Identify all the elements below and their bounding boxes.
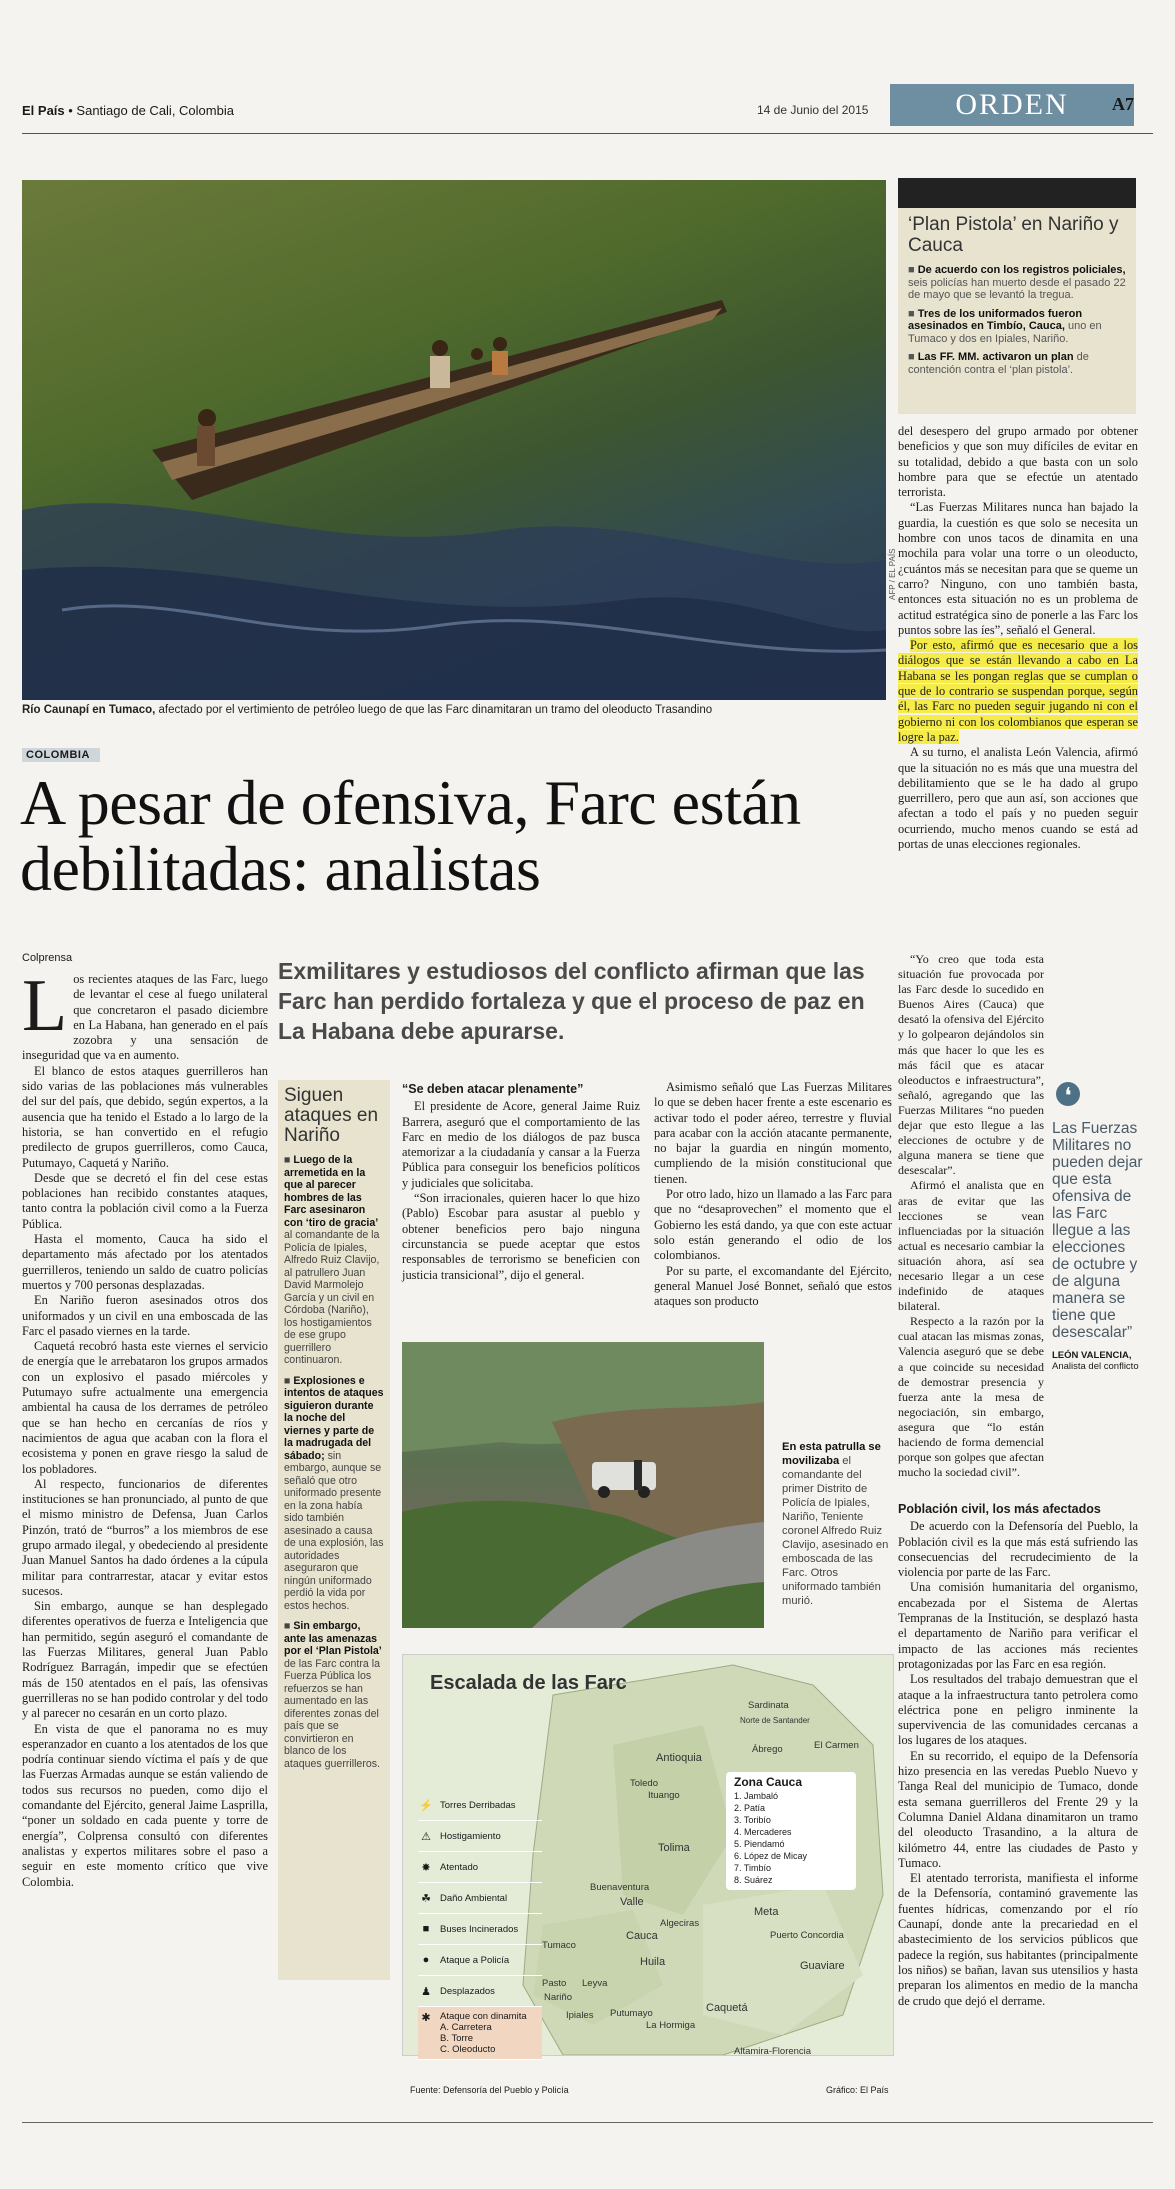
legend-item: ⚡ Torres Derribadas [418, 1790, 542, 1821]
legend-item: ✸ Atentado [418, 1852, 542, 1883]
map-legend [418, 1790, 542, 2060]
sidebar-item: ■ De acuerdo con los registros policiales, seis policías han muerto desde el pasado 22 de mayo que se levantó la tregua. [908, 264, 1126, 301]
map-place: Antioquia [656, 1752, 702, 1764]
displaced-icon: ♟ [421, 1985, 431, 1998]
map-place: Huila [640, 1956, 666, 1968]
sidebar-plan-pistola [898, 178, 1136, 414]
sidebar-item: ■ Explosiones e intentos de ataques siguieron durante la noche del viernes y parte de la madrugada del sábado; sin embargo, aunque se señaló que otro uniformado presente en la zona había sido también asesinado a causa de una explosión, las autoridades aseguraron que ningún uniformado perdió la vida por estos hechos. [284, 1374, 384, 1612]
sidebar-title: Siguen ataques en Nariño [284, 1085, 379, 1146]
paragraph: Los resultados del trabajo demuestran que el ataque a la infraestructura tanto petrolera como eléctrica pone en peligro inminente la supervivencia de las comunidades cercanas a los lugares de los ataques. [898, 1672, 1138, 1748]
headline: A pesar de ofensiva, Farc están debilitadas: analistas [20, 767, 801, 904]
subheading: Población civil, los más afectados [898, 1502, 1101, 1516]
footer-rule [22, 2122, 1153, 2123]
map-place: Caquetá [706, 2002, 748, 2014]
section-kicker: COLOMBIA [22, 748, 100, 762]
subheading: “Se deben atacar plenamente” [402, 1082, 584, 1096]
quote-icon: ❛ [1056, 1082, 1080, 1106]
paragraph: En vista de que el panorama no es muy esperanzador en cuanto a los atentados de los que podría continuar siendo víctima el país y de que las Fuerzas Armadas aunque se están valiendo de todos sus recursos no pueden, como dijo el comandante del Ejército, general Jaime Lasprilla, “poner un soldado en cada puente y torre de energía”, Colprensa consultó con diferentes analistas y expertos militares sobre el paso a seguir en este momento crítico que vive Colombia. [22, 1721, 268, 1889]
warning-icon: ⚠ [421, 1830, 431, 1843]
section-tab: ORDEN [890, 84, 1134, 126]
main-photo-caption: Río Caunapí en Tumaco, afectado por el vertimiento de petróleo luego de que las Farc dinamitaran un tramo del oleoducto Trasandino [22, 704, 713, 716]
map-place: Cauca [626, 1930, 658, 1942]
column-5-narrow [898, 952, 1044, 1480]
tower-icon: ⚡ [419, 1799, 433, 1812]
sidebar-item: ■ Las FF. MM. activaron un plan de contención contra el ‘plan pistola’. [908, 351, 1089, 376]
map-place: Leyva [582, 1978, 608, 1989]
header-rule [22, 133, 1153, 134]
paragraph: El atentado terrorista, manifiesta el informe de la Defensoría, contaminó gravemente las fuentes hídricas, comenzando por el río Caunapí, donde ante la precariedad en el abastecimiento de los servicios públicos que padece la región, sus habitantes (principalmente los niños) se bañan, lavan sus utensilios y hasta preparan los alimentos en medio de la mancha de crudo que dejó el derrame. [898, 1871, 1138, 2008]
patrol-photo-caption: En esta patrulla se movilizaba el comandante del primer Distrito de Policía de Ipiales, Nariño, Teniente coronel Alfredo Ruiz Clavijo, asesinado en emboscada de las Farc. Otros uniformado también murió. [782, 1441, 889, 1607]
patrol-car-photo [402, 1342, 764, 1628]
paragraph: En su recorrido, el equipo de la Defensoría hizo presencia en las veredas Pueblo Nuevo y Tanga Real del municipio de Tumaco, donde esta semana guerrilleros del Frente 29 y la Columna Daniel Aldana dinamitaron un tramo del oleoducto Trasandino, a la altura de kilómetro 44, entre las ciudades de Pasto y Tumaco. [898, 1748, 1138, 1870]
paragraph: Caquetá recobró hasta este viernes el servicio de energía que le arrebataron los grupos armados con un explosivo el pasado miércoles y Putumayo sufre actualmente una emergencia ambiental ha causa de los derrames de petróleo que se han hecho en cercanías de ríos y nacimientos de agua que acaban con la flora el ecosistema y ponen en grave riesgo la salud de los pobladores. [22, 1339, 268, 1476]
paragraph: “Las Fuerzas Militares nunca han bajado la guardia, la cuestión es que solo se necesita un hombre con unos tacos de dinamita en una mochila para volar una torre o un oleoducto, ¿cuántos más se necesitan para que se queme un carro? Ninguno, con uno también basta, entonces esta situación no es un problema de actitud estratégica sino de ponerle a las Farc los puntos sobre las íes”, señaló el General. [898, 500, 1138, 637]
sidebar-title: ‘Plan Pistola’ en Nariño y Cauca [908, 214, 1119, 256]
legend-item: ● Ataque a Policía [418, 1945, 542, 1976]
map-place: Pasto [542, 1978, 567, 1989]
paragraph: Hasta el momento, Cauca ha sido el departamento más afectado por los atentados guerrilleros, teniendo un saldo de cuatro policías muertos y 700 personas desplazadas. [22, 1232, 268, 1292]
sidebar-item: ■ Sin embargo, ante las amenazas por el ‘Plan Pistola’ de las Farc contra la Fuerza Pública los refuerzos se han aumentado en las diferentes zonas del país que se convirtieron en blanco de los ataques guerrilleros. [284, 1620, 382, 1770]
column-5-lower [898, 1500, 1138, 2009]
zona-cauca-box: Zona Cauca 1. Jambaló 2. Patía 3. Toribío 4. Mercaderes 5. Piendamó 6. López de Micay 7. Timbío 8. Suárez [726, 1772, 856, 1890]
sidebar-header-bar [898, 178, 1136, 208]
map-place: Altamira-Florencia [734, 2046, 812, 2057]
photo-credit: AFP / EL PAÍS [888, 548, 897, 600]
subheadline: Exmilitares y estudiosos del conflicto afirman que las Farc han perdido fortaleza y que el proceso de paz en La Habana debe apurarse. [278, 958, 865, 1044]
paragraph: Una comisión humanitaria del organismo, encabezada por el Sistema de Alertas Tempranas de la Institución, se desplazó hasta el departamento de Nariño para verificar el impacto de las acciones más recientes protagonizadas por las Farc en esa región. [898, 1580, 1138, 1671]
paragraph: A su turno, el analista León Valencia, afirmó que la situación no es más que una muestra del debilitamiento que se le ha dado al grupo guerrillero, pero que aun así, son acciones que afectan a todo el país y no pueden seguir ocurriendo, mucho menos cuando se está ad portas de unas elecciones regionales. [898, 745, 1138, 852]
map-place: Tolima [658, 1842, 690, 1854]
zone-title: Zona Cauca [734, 1775, 803, 1789]
masthead: El País • Santiago de Cali, Colombia [22, 103, 234, 118]
quote-attribution: LEÓN VALENCIA, Analista del conflicto [1052, 1350, 1139, 1372]
paragraph-highlighted: Por esto, afirmó que es necesario que a los diálogos que se están llevando a cabo en La Habana se les pongan reglas que se cumplan o que de lo contrario se suspendan porque, según él, las Farc no pueden seguir jugando ni con el gobierno ni con los colombianos que esperan se logre la paz. [898, 638, 1138, 744]
paragraph: El presidente de Acore, general Jaime Ruiz Barrera, aseguró que el comportamiento de las Farc en medio de los diálogos de paz busca atemorizar a la ciudadanía y cansar a la Fuerza Pública para conseguir los beneficios políticos y judiciales que solicitaba. [402, 1099, 640, 1190]
map-place: El Carmen [814, 1740, 859, 1751]
map-place: Norte de Santander [740, 1716, 810, 1725]
sidebar-item: ■ Tres de los uniformados fueron asesinados en Timbío, Cauca, uno en Tumaco y dos en Ipiales, Nariño. [908, 307, 1102, 345]
map-place: Ituango [648, 1790, 680, 1801]
main-photo-river-canoe [22, 180, 886, 700]
paragraph: del desespero del grupo armado por obtener beneficios y que son muy difíciles de evitar en su totalidad, debido a que basta con un solo hombre para que se efectúe un atentado terrorista. [898, 424, 1138, 500]
map-place: Ipiales [566, 2010, 594, 2021]
byline: Colprensa [22, 952, 73, 964]
police-icon: ● [422, 1954, 430, 1966]
map-source: Fuente: Defensoría del Pueblo y Policía [410, 2085, 569, 2095]
map-place: Ábrego [752, 1744, 783, 1755]
map-place: Nariño [544, 1992, 572, 2003]
legend-item: ⚠ Hostigamiento [418, 1821, 542, 1852]
map-place: Guaviare [800, 1960, 845, 1972]
column-3 [402, 1080, 640, 1283]
legend-item: ■ Buses Incinerados [418, 1914, 542, 1945]
paragraph: Desde que se decretó el fin del cese estas poblaciones han recibido constantes ataques, tanto contra la población civil como a la Fuerza Pública. [22, 1170, 268, 1231]
legend-item: ☘ Daño Ambiental [418, 1883, 542, 1914]
legend-item: ✱ Ataque con dinamita A. Carretera B. Torre C. Oleoducto [418, 2007, 542, 2060]
paragraph: Por otro lado, hizo un llamado a las Farc para que no “desaprovechen” el momento que el Gobierno les está dando, ya que con este actuar solo están generando el odio de los colombianos. [654, 1187, 892, 1263]
drop-cap: L [22, 965, 68, 1047]
blast-icon: ✸ [421, 1861, 431, 1874]
map-place: Tumaco [542, 1940, 576, 1951]
page-number: A7 [1112, 94, 1134, 114]
dynamite-icon: ✱ [421, 2012, 431, 2024]
map-place: Valle [620, 1896, 644, 1908]
paragraph: Afirmó el analista que en aras de evitar que las lecciones se vean influenciadas por la situación actual es necesario cambiar la situación ahora, así sea necesario llegar a un cese indefinido de ataques bilateral. [898, 1178, 1044, 1314]
map-graphic-credit: Gráfico: El País [826, 2085, 889, 2095]
map-place: Putumayo [610, 2008, 653, 2019]
map-place: Sardinata [748, 1700, 789, 1711]
paragraph: Asimismo señaló que Las Fuerzas Militares lo que se deben hacer frente a este escenario es activar todo el poder aéreo, terrestre y fluvial para acabar con la acción atacante permanente, no bajar la guardia en ningún momento, cumpliendo de la misión constitucional que tienen. [654, 1080, 892, 1186]
sidebar-item: ■ Luego de la arremetida en la que al parecer hombres de las Farc asesinaron con ‘tiro de gracia’ al comandante de la Policía de Ipiales, Alfredo Ruiz Clavijo, al patrullero Juan David Marmolejo García y un civil en Córdoba (Nariño), los hostigamientos de ese grupo guerrillero continuaron. [284, 1154, 380, 1366]
environment-icon: ☘ [421, 1892, 431, 1905]
column-1: Los recientes ataques de las Farc, luego de levantar el cese al fuego unilateral que concretaron el pasado diciembre en La Habana, han generado en el país zozobra y una sensación de inseguridad que va en aumento. El blanco de estos ataques guerrilleros han sido varias de las poblaciones más vulnerables del sur del país, que debido, según expertos, a la ausencia que ha tenido el Estado a lo largo de la historia, se han convertido en el refugio predilecto de grupos guerrilleros, como Cauca, Putumayo, Caquetá y Nariño. Desde que se decretó el fin del cese estas poblaciones han recibido constantes ataques, tanto contra la población civil como a la Fuerza Pública. Hasta el momento, Cauca ha sido el departamento más afectado por los atentados guerrilleros, teniendo un saldo de cuatro policías muertos y 700 personas desplazadas. En Nariño fueron asesinados otros dos uniformados y un civil en una emboscada de las Farc el pasado viernes en la tarde. Caquetá recobró hasta este viernes el servicio de energía que le arrebataron los grupos armados con un explosivo el pasado miércoles y Putumayo sufre actualmente una emergencia ambiental ha causa de los derrames de petróleo que se han hecho en cercanías de ríos y nacimientos de agua que acaban con la flora el ecosistema y ponen en grave riesgo la salud de los pobladores. Al respecto, funcionarios de diferentes instituciones se han pronunciado, al punto de que el mismo ministro de Defensa, Juan Carlos Pinzón, trató de “burros” a los miembros de ese grupo armado ilegal, y obedeciendo al presidente Juan Manuel Santos ha dado órdenes a la cúpula militar para contrarrestar, atacar y evitar estos sucesos. Sin embargo, aunque se han desplegado diferentes operativos de fuerza e Inteligencia que han permitido, según aseguró el comandante de las Fuerzas Militares, general Juan Pablo Rodríguez Barragán, impedir que se efectúen más de 150 atentados en el país, las ofensivas guerrilleras no se han podido controlar y del todo y al parecer no cesarán en un corto plazo. En vista de que el panorama no es muy esperanzador en cuanto a los atentados de los que podría continuar siendo víctima el país y de que las Fuerzas Armadas aunque se están valiendo de todos sus recursos no pueden, como dijo el comandante del Ejército, general Jaime Lasprilla, “poner un soldado en cada puente y torre de energía”, Colprensa consultó con diferentes analistas y expertos militares sobre el paso a seguir en este momento crítico que vive Colombia. [22, 965, 268, 1889]
sidebar-narino-attacks [278, 1080, 390, 1980]
map-place: Meta [754, 1906, 779, 1918]
map-place: Algeciras [660, 1918, 700, 1929]
paragraph: En Nariño fueron asesinados otros dos uniformados y un civil en una emboscada de las Farc el pasado viernes en la tarde. [22, 1293, 268, 1338]
paragraph: Por su parte, el excomandante del Ejército, general Manuel José Bonnet, señaló que estos ataques son producto [654, 1263, 892, 1309]
map-title: Escalada de las Farc [430, 1672, 627, 1694]
map-place: Toledo [630, 1778, 658, 1789]
column-5-upper [898, 424, 1138, 852]
bus-icon: ■ [422, 1923, 430, 1935]
paragraph: Respecto a la razón por la cual atacan las mismas zonas, Valencia aseguró que se debe a que coincide su necesidad de demostrar presencia y fuerza ante la mesa de negociación, sin embargo, asegura que “lo están haciendo de forma demencial porque son golpes que afectan mucho la sociedad civil”. [898, 1314, 1044, 1480]
map-place: Buenaventura [590, 1882, 650, 1893]
paragraph: “Yo creo que toda esta situación fue provocada por las Farc desde lo sucedido en Buenos Aires (Cauca) que desató la ofensiva del Ejército y lo golpearon dejándolos sin más que hacer lo que les es más fácil que es atacar oleoductos e infraestructura”, señaló, agregando que las Fuerzas Militares “no pueden dejar que esto llegue a las elecciones de octubre y de alguna manera se tiene que desescalar”. [898, 952, 1044, 1178]
column-4 [654, 1080, 892, 1309]
paragraph: “Son irracionales, quieren hacer lo que hizo (Pablo) Escobar para asustar al pueblo y obtener beneficios pero bajo ninguna circunstancia se puede aceptar que estos responsables de terrorismo se beneficien con justicia transicional”, dijo el general. [402, 1191, 640, 1282]
legend-item: ♟ Desplazados [418, 1976, 542, 2007]
paragraph: De acuerdo con la Defensoría del Pueblo, la Población civil es la que más está sufriendo las consecuencias del recrudecimiento de la violencia por parte de las Farc. [898, 1519, 1138, 1580]
paragraph: Al respecto, funcionarios de diferentes instituciones se han pronunciado, al punto de que el mismo ministro de Defensa, Juan Carlos Pinzón, trató de “burros” a los miembros de ese grupo armado ilegal, y obedeciendo al presidente Juan Manuel Santos ha dado órdenes a la cúpula militar para contrarrestar, atacar y evitar estos sucesos. [22, 1476, 268, 1598]
issue-date: 14 de Junio del 2015 [757, 103, 869, 117]
paragraph: El blanco de estos ataques guerrilleros han sido varias de las poblaciones más vulnerables del sur del país, que debido, según expertos, a la ausencia que ha tenido el Estado a lo largo de la historia, se han convertido en el refugio predilecto de grupos guerrilleros, como Cauca, Putumayo, Caquetá y Nariño. [22, 1063, 268, 1170]
map-place: La Hormiga [646, 2020, 696, 2031]
paragraph: Sin embargo, aunque se han desplegado diferentes operativos de fuerza e Inteligencia que han permitido, según aseguró el comandante de las Fuerzas Militares, general Juan Pablo Rodríguez Barragán, impedir que se efectúen más de 150 atentados en el país, las ofensivas guerrilleras no se han podido controlar y del todo y al parecer no cesarán en un corto plazo. [22, 1599, 268, 1721]
map-place: Puerto Concordia [770, 1930, 844, 1941]
pull-quote: Las Fuerzas Militares no pueden dejar que esta ofensiva de las Farc llegue a las elecciones de octubre y de alguna manera se tiene que desescalar” [1052, 1120, 1143, 1341]
